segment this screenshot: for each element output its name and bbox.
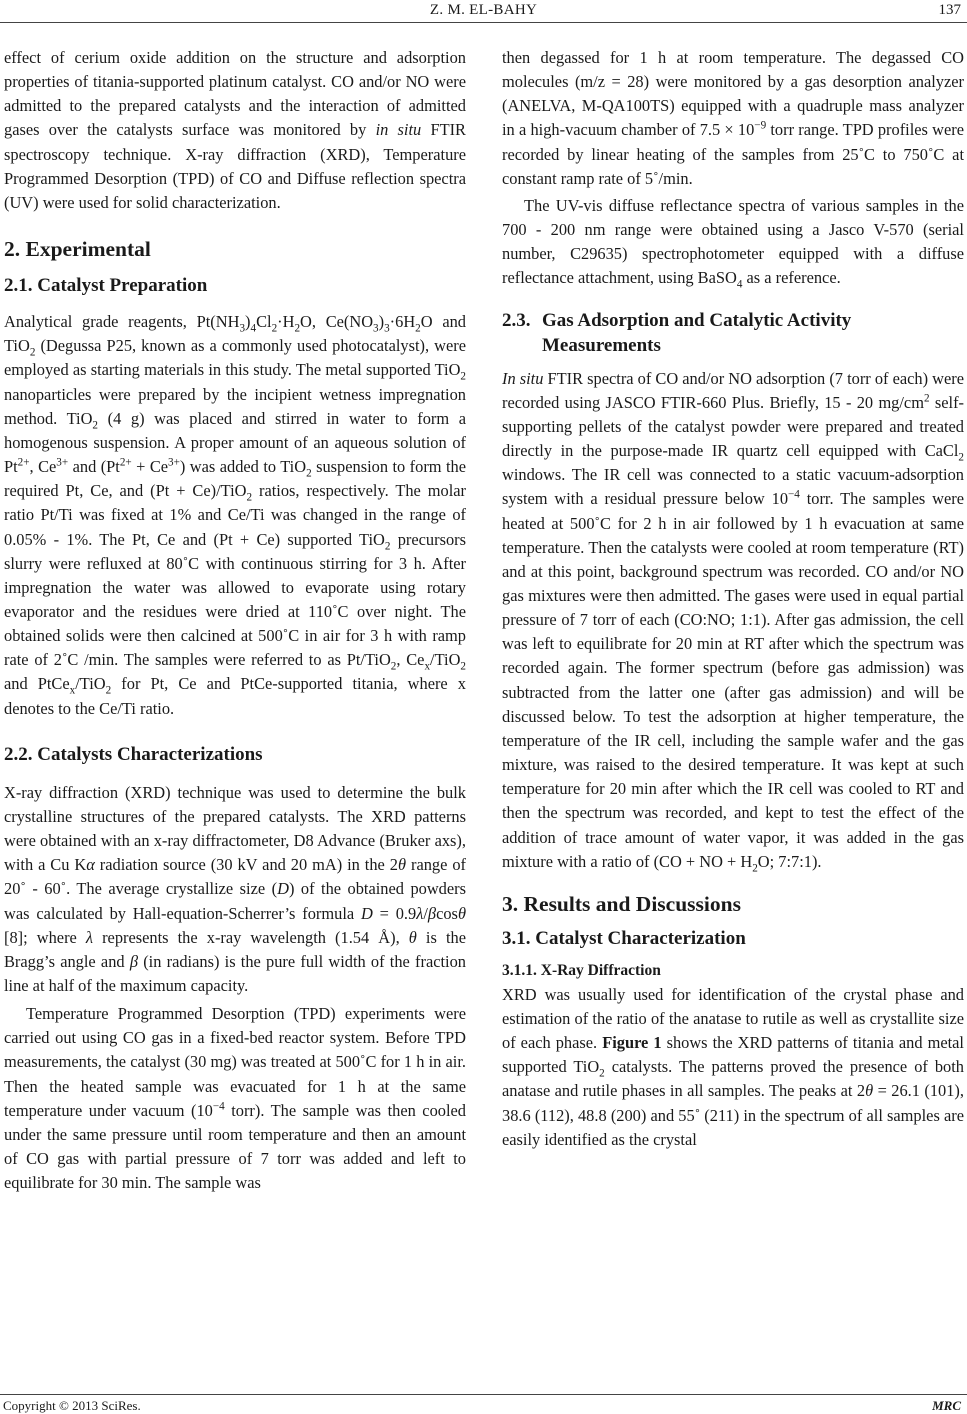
section-catalyst-preparation-heading: 2.1. Catalyst Preparation [4,275,208,297]
page-number: 137 [938,2,961,18]
right-column [502,46,964,1152]
section-catalyst-characterization-heading: 3.1. Catalyst Characterization [502,927,746,949]
section-results-heading: 3. Results and Discussions [502,891,741,916]
footer-rule [0,1394,967,1395]
section-xray-diffraction-heading: 3.1.1. X-Ray Diffraction [502,961,661,979]
footer-copyright: Copyright © 2013 SciRes. [3,1398,141,1413]
section-characterizations-heading: 2.2. Catalysts Characterizations [4,743,263,765]
section-experimental-heading: 2. Experimental [4,237,151,262]
xrd-method-paragraph: X-ray diffraction (XRD) technique was used to determine the bulk crystalline structures of the prepared catalysts. The XRD patterns were obtained with an x-ray diffractometer, D8 Advance (Bruker axs), with a Cu Kα radiation source (30 kV and 20 mA) in the 2θ range of 20˚ - 60˚. The average crystallize size (D) of the obtained powders was calculated by Hall-equation-Scherrer’s formula D = 0.9λ/βcosθ [8]; where λ represents the x-ray wavelength (1.54 Å), θ is the Bragg’s angle and β (in radians) is the pure full width of the fraction line at half of the maximum capacity. [4,782,466,995]
section-gas-adsorption-heading [502,308,964,358]
catalyst-preparation-paragraph: Analytical grade reagents, $Pt(NH_3)_4Cl_2\cdot H_2O$, $Ce(NO_3)_3\cdot 6H_2O$ and TiO$_2$ (Degussa P25, known as a commonly used photocatalyst), were employed as starting materials in this study. The metal supported TiO$_2$ nanoparticles were prepared by the incipient wetness impregnation method. TiO$_2$ (4 g) was placed and stirred in water to form a homogenous suspension. A proper amount of an aqueous solution of $Pt^{2+}$, $Ce^{3+}$ and $(Pt^{2+} + Ce^{3+})$ was added to TiO$_2$ suspension to form the required Pt, Ce, and (Pt + Ce)/TiO$_2$ ratios, respectively. The molar ratio Pt/Ti was fixed at 1% and Ce/Ti was changed in the range of 0.05% - 1%. The Pt, Ce and (Pt + Ce) supported TiO$_2$ precursors slurry were refluxed at 80˚C with continuous stirring for 3 h. After impregnation the water was allowed to evaporate using rotary evaporator and the residues were dried at 110˚C over night. The obtained solids were then calcined at 500˚C in air for 3 h with ramp rate of 2˚C /min. The samples were referred to as Pt/TiO$_2$, $Ce_x/TiO_2$ and PtCe$_x$/TiO$_2$ for Pt, Ce and PtCe-supported titania, where x denotes to the Ce/Ti ratio. [4,312,467,718]
tpd-method-paragraph: Temperature Programmed Desorption (TPD) experiments were carried out using CO gas in a fixed-bed reactor system. Before TPD measurements, the catalyst (30 mg) was treated at 500˚C for 1 h in air. Then the heated sample was evacuated for 1 h at the same temperature under vacuum ($10^{-4}$ torr). The sample was then cooled under the same pressure until room temperature and then an amount of CO gas with partial pressure of 7 torr was added and left to equilibrate for 30 min. The sample was [4,1004,466,1193]
uv-method-paragraph: The UV-vis diffuse reflectance spectra of various samples in the 700 - 200 nm range were obtained using a Jasco V-570 (serial number, C29635) spectrophotometer equipped with a diffuse reflectance attachment, using BaSO$_4$ as a reference. [502,195,964,291]
xrd-results-paragraph: XRD was usually used for identification of the crystal phase and estimation of the ratio of the anatase to rutile as well as crystallite size of each phase. Figure 1 shows the XRD patterns of titania and metal supported TiO$_2$ catalysts. The patterns proved the presence of both anatase and rutile phases in all samples. The peaks at 2θ = 26.1 (101), 38.6 (112), 48.8 (200) and 55˚ (211) in the spectrum of all samples are easily identified as the crystal [502,984,964,1149]
header-rule [0,22,967,23]
ftir-method-paragraph: In situ FTIR spectra of CO and/or NO adsorption (7 torr of each) were recorded using JASCO FTIR-660 Plus. Briefly, 15 - 20 $mg/cm^2$ self-supporting pellets of the catalyst powder were prepared and treated directly in the purpose-made IR quartz cell equipped with CaCl$_2$ windows. The IR cell was connected to a static vacuum-adsorption system with a residual pressure below $10^{-4}$ torr. The samples were heated at 500˚C for 2 h in air followed by 1 h evacuation at same temperature. Then the catalysts were cooled at room temperature (RT) and at this point, background spectrum was recorded. CO and/or NO gas mixtures were then admitted. The gases were used in equal partial pressure of 7 torr of each (CO:NO; 1:1). After gas admission, the cell was left to equilibrate for 20 min at RT after which the spectrum was recorded again. The former spectrum (before gas admission) was subtracted from the latter one (after gas admission) and will be discussed below. To test the adsorption at higher temperature, the temperature of the IR cell, including the sample wafer and the gas mixture, was raised to the desired temperature. It was kept at such temperature for 20 min after which the IR cell was cooled to RT and then the spectrum was recorded, and kept to test the effect of the addition of trace amount of water vapor, it was added in the gas mixture with a ratio of (CO + NO + $H_2O$; 7:7:1). [502,368,964,874]
section-title-line-1: Gas Adsorption and Catalytic Activity [542,309,852,331]
left-column [4,46,466,1195]
intro-tail-paragraph: effect of cerium oxide addition on the structure and adsorption properties of titania-supported platinum catalyst. CO and/or NO were admitted to the prepared catalysts and the interaction of admitted gases over the catalysts surface was monitored by in situ FTIR spectroscopy technique. X-ray diffraction (XRD), Temperature Programmed Desorption (TPD) of CO and Diffuse reflection spectra (UV) were used for solid characterization. [4,48,466,212]
tpd-continued-paragraph: then degassed for 1 h at room temperature. The degassed CO molecules (m/z = 28) were monitored by a gas desorption analyzer (ANELVA, M-QA100TS) equipped with a quadruple mass analyzer in a high-vacuum chamber of $7.5 \times 10^{-9}$ torr range. TPD profiles were recorded by linear heating of the samples from 25˚C to 750˚C at constant ramp rate of 5˚/min. [502,48,965,188]
footer-journal: MRC [932,1398,961,1413]
section-number: 2.3. [502,309,531,331]
running-header-author: Z. M. EL-BAHY [429,2,538,18]
section-title-line-2: Measurements [542,334,661,356]
